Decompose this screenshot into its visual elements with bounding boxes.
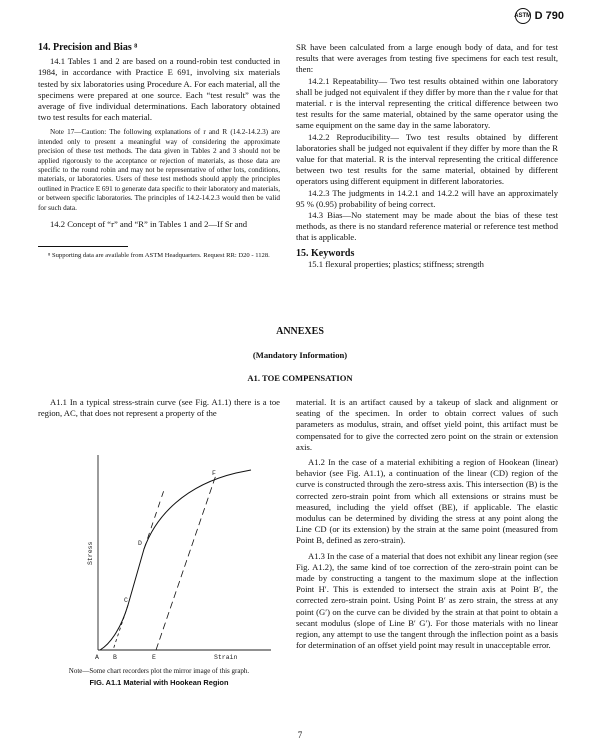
paragraph-a1-2: A1.2 In the case of a material exhibiting a region of Hookean (linear) behavior (see Fig. A1.1), a continuation of the linear (CD) region of the curve is constructed through the zero-stress axis. This intersection (B) is the corrected zero-strain point from which all extensions or strains must be measured, including the yield offset (BE), if applicable. The elastic modulus can be determined by dividing the stress at any point along the Line CD (or its extension) by the strain at the same point (measured from Point B, defined as zero-strain). bbox=[296, 457, 558, 546]
right-column bbox=[296, 42, 558, 270]
annexes-subtitle: (Mandatory Information) bbox=[252, 350, 348, 360]
annex-right-column bbox=[296, 397, 558, 651]
paragraph-a1-1-continued: material. It is an artifact caused by a takeup of slack and alignment or seating of the specimen. In order to obtain correct values of such parameters as modulus, strain, and offset yield point, this artifact must be compensated for to give the corrected zero point on the strain or extension axis. bbox=[296, 397, 558, 452]
offset-line bbox=[156, 475, 216, 650]
paragraph-14-3: 14.3 Bias—No statement may be made about the bias of these test methods, as there is no standard reference material or reference test method that is applicable. bbox=[296, 210, 558, 243]
annexes-title: ANNEXES bbox=[276, 326, 324, 337]
section-heading-keywords: 15. Keywords bbox=[296, 247, 355, 259]
designation: D 790 bbox=[534, 10, 564, 22]
page-number: 7 bbox=[297, 730, 303, 740]
paragraph-continued: SR have been calculated from a large enough body of data, and for test results that were averages from testing five specimens for each test result, then: bbox=[296, 42, 558, 75]
paragraph-14-1: 14.1 Tables 1 and 2 are based on a round-robin test conducted in 1984, in accordance with Practice E 691, involving six materials tested by six laboratories using Procedure A. For each material, all the specimens were prepared at one source. Each “test result” was the average of five individual determinations. Each laboratory obtained two test results for each material. bbox=[38, 56, 280, 123]
keywords-text: 15.1 flexural properties; plastics; stiffness; strength bbox=[308, 258, 484, 269]
label-b: B bbox=[113, 654, 117, 661]
label-f: F bbox=[212, 470, 216, 477]
figure-a1-1-chart bbox=[86, 445, 276, 670]
label-c: C bbox=[124, 597, 128, 604]
footnote: ⁸ Supporting data are available from ASTM Headquarters. Request RR: D20 - 1128. bbox=[48, 252, 270, 260]
paragraph-a1-1: A1.1 In a typical stress-strain curve (see Fig. A1.1) there is a toe region, AC, that does not represent a property of the bbox=[38, 397, 280, 419]
annex-section-title: A1. TOE COMPENSATION bbox=[247, 373, 353, 383]
label-e: E bbox=[152, 654, 156, 661]
annex-left-column bbox=[38, 397, 280, 419]
paragraph-a1-3: A1.3 In the case of a material that does not exhibit any linear region (see Fig. A1.2), the same kind of toe correction of the zero-strain point can be made by constructing a tangent to the maximum slope at the inflection Point H′. This is extended to intersect the strain axis at Point B′, the corrected zero-strain point. Using Point B′ as zero strain, the stress at any point (G′) on the curve can be divided by the strain at that point to obtain a secant modulus (slope of Line B′ G′). For those materials with no linear region, any attempt to use the tangent through the inflection point as a basis for determination of an offset yield point may result in unacceptable error. bbox=[296, 550, 558, 651]
label-a: A bbox=[95, 654, 99, 661]
section-heading-precision: 14. Precision and Bias ⁸ bbox=[38, 42, 138, 53]
paragraph-14-2-1: 14.2.1 Repeatability— Two test results obtained within one laboratory shall be judged not equivalent if they differ by more than the r value for that material. r is the interval representing the critical difference between two test results for the same material, obtained by the same operator using the same equipment on the same day in the same laboratory. bbox=[296, 75, 558, 131]
footnote-rule bbox=[38, 246, 128, 247]
y-axis-label: Stress bbox=[87, 541, 94, 565]
left-column bbox=[38, 42, 280, 260]
stress-strain-curve bbox=[100, 470, 251, 650]
figure-note: Note—Some chart recorders plot the mirror image of this graph. bbox=[68, 667, 250, 675]
page-header bbox=[515, 8, 564, 24]
note-17: Note 17—Caution: The following explanations of r and R (14.2-14.2.3) are intended only to present a meaningful way of considering the approximate precision of these test methods. The data given in Tables 2 and 3 should not be applied rigorously to the acceptance or rejection of materials, as those data are specific to the round robin and may not be representative of other lots, conditions, materials, or laboratories. Users of these test methods should apply the principles outlined in Practice E 691 to generate data specific to their laboratory and materials, or between specific laboratories. The principles of 14.2-14.2.3 would then be valid for such data. bbox=[38, 128, 280, 212]
paragraph-14-2-2: 14.2.2 Reproducibility— Two test results obtained by different laboratories shall be judged not equivalent if they differ by more than the R value for that material. R is the interval representing the critical difference between two test results for the same material, obtained by different operators using different equipment in different laboratories. bbox=[296, 131, 558, 187]
label-d: D bbox=[138, 540, 142, 547]
figure-caption: FIG. A1.1 Material with Hookean Region bbox=[89, 678, 229, 687]
x-axis-label: Strain bbox=[214, 654, 238, 661]
paragraph-14-2: 14.2 Concept of “r” and “R” in Tables 1 and 2—If Sr and bbox=[50, 219, 248, 230]
linear-upper-extension bbox=[144, 490, 164, 549]
linear-extension-line bbox=[113, 605, 128, 650]
astm-logo-icon: ASTM bbox=[515, 8, 531, 24]
paragraph-14-2-3: 14.2.3 The judgments in 14.2.1 and 14.2.2 will have an approximately 95 % (0.95) probability of being correct. bbox=[296, 187, 558, 209]
